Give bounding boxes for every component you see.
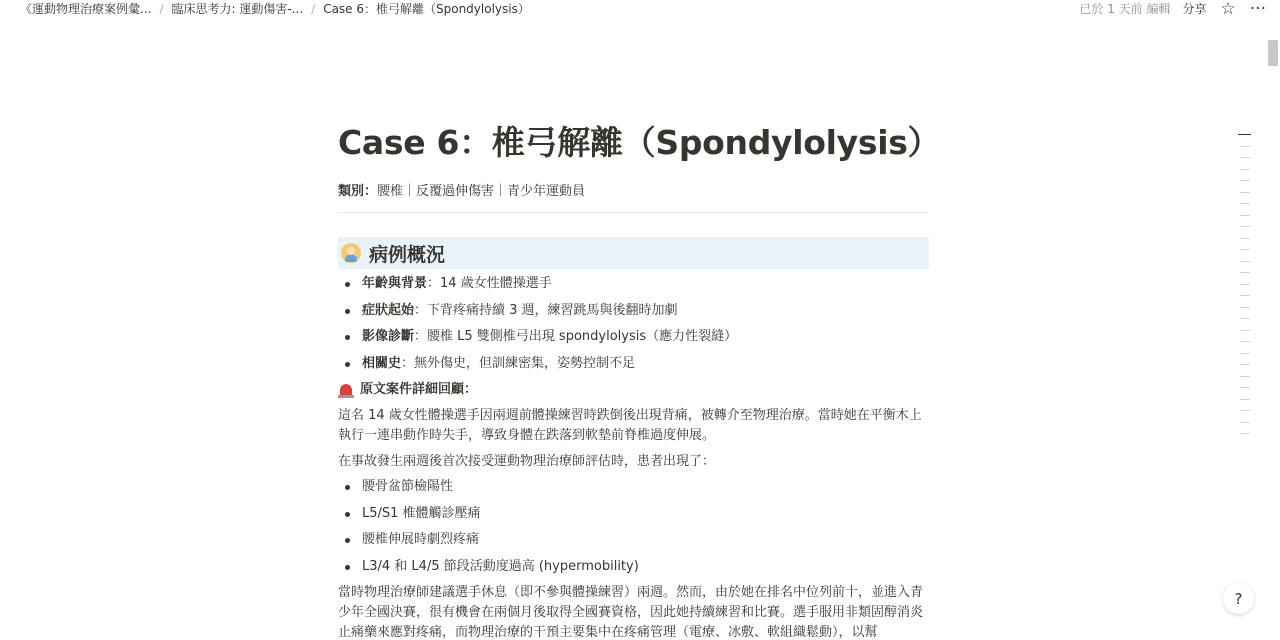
toc-marker[interactable] [1240,169,1250,170]
toc-marker[interactable] [1240,433,1250,434]
list-item [338,351,929,378]
paragraph: 這名 14 歲女性體操選手因兩週前體操練習時跌倒後出現背痛，被轉介至物理治療。當時她在平衡木上執行一連串動作時失手，導致身體在跌落到軟墊前脊椎過度伸展。 [338,408,922,443]
toc-marker[interactable] [1240,146,1250,147]
page-title[interactable]: Case 6：椎弓解離（Spondylolysis） [338,123,941,162]
category-line [338,182,929,213]
list-item: 腰骨盆節檢陽性 [338,474,929,501]
toc-marker[interactable] [1240,284,1250,285]
help-icon: ? [1234,589,1243,608]
breadcrumb-item-chapter[interactable]: 臨床思考力: 運動傷害-... [171,2,304,16]
item-key: 影像診斷 [362,329,415,344]
case-review-heading [338,377,929,403]
toc-marker[interactable] [1240,272,1250,273]
item-value: ：下背疼痛持續 3 週，練習跳馬與後翻時加劇 [414,302,678,318]
item-value: ：腰椎 L5 雙側椎弓出現 spondylolysis（應力性裂縫） [414,329,738,344]
page-content [338,120,941,640]
toc-marker[interactable] [1240,399,1250,400]
breadcrumb-item-book[interactable]: 《運動物理治療案例彙... [20,2,152,16]
star-icon[interactable]: ☆ [1220,0,1236,19]
toc-marker[interactable] [1240,215,1250,216]
toc-marker[interactable] [1240,157,1250,158]
toc-marker[interactable] [1240,387,1250,388]
item-key: 相關史 [362,355,402,371]
item-value: ：14 歲女性體操選手 [427,276,552,291]
breadcrumb [16,0,534,17]
overview-list [338,271,929,377]
toc-marker[interactable] [1240,295,1250,296]
section-heading-overview [338,237,929,269]
case-review-title: 原文案件詳細回顧： [360,382,478,397]
share-button[interactable]: 分享 [1182,2,1207,16]
toc-marker[interactable] [1240,410,1250,411]
toc-marker[interactable] [1240,261,1250,262]
topbar-actions [1079,0,1266,17]
toc-marker[interactable] [1240,307,1250,308]
scrollbar[interactable] [1266,32,1280,640]
toc-marker[interactable] [1240,353,1250,354]
toc-marker[interactable] [1240,330,1250,331]
list-item [338,324,929,351]
breadcrumb-item-current[interactable]: Case 6：椎弓解離（Spondylolysis） [323,2,530,16]
toc-marker[interactable] [1240,226,1250,227]
person-emoji-icon [341,243,361,263]
list-item [338,271,929,298]
list-item: L3/4 和 L4/5 節段活動度過高 (hypermobility) [338,554,929,581]
table-of-contents-rail[interactable] [1238,134,1252,445]
toc-marker[interactable] [1240,203,1250,204]
toc-marker[interactable] [1238,134,1251,135]
help-button[interactable] [1223,583,1254,614]
toc-marker[interactable] [1240,249,1250,250]
more-options-icon[interactable]: ··· [1249,0,1266,19]
category-label: 類別： [338,184,378,199]
item-key: 年齡與背景 [362,276,428,291]
siren-icon [340,384,352,396]
toc-marker[interactable] [1240,192,1250,193]
paragraph: 在事故發生兩週後首次接受運動物理治療師評估時，患者出現了： [338,454,716,469]
item-key: 症狀起始 [362,302,415,318]
last-edited-text: 已於 1 天前 編輯 [1079,2,1171,16]
item-value: ：無外傷史，但訓練密集，姿勢控制不足 [401,355,636,371]
toc-marker[interactable] [1240,318,1250,319]
toc-marker[interactable] [1240,422,1250,423]
top-bar [0,0,1280,18]
findings-list [338,474,929,580]
breadcrumb-separator: / [159,1,164,16]
toc-marker[interactable] [1240,364,1250,365]
list-item: 腰椎伸展時劇烈疼痛 [338,527,929,554]
toc-marker[interactable] [1240,180,1250,181]
section-heading-text: 病例概況 [369,243,446,266]
toc-marker[interactable] [1240,341,1250,342]
list-item: L5/S1 椎體觸診壓痛 [338,501,929,528]
paragraph: 當時物理治療師建議選手休息（即不參與體操練習）兩週。然而，由於她在排名中位列前十，並進入青少年全國決賽，很有機會在兩個月後取得全國賽資格，因此她持續練習和比賽。選手服用非類固醇消炎止痛藥來應對疼痛，而物理治療的干預主要集中在疼痛管理（電療、冰敷、軟組織鬆動），以幫 [338,585,924,640]
scrollbar-thumb[interactable] [1268,40,1278,66]
toc-marker[interactable] [1240,376,1250,377]
breadcrumb-separator: / [311,1,316,16]
category-value: 腰椎｜反覆過伸傷害｜青少年運動員 [377,184,586,199]
toc-marker[interactable] [1240,238,1250,239]
list-item [338,298,929,325]
